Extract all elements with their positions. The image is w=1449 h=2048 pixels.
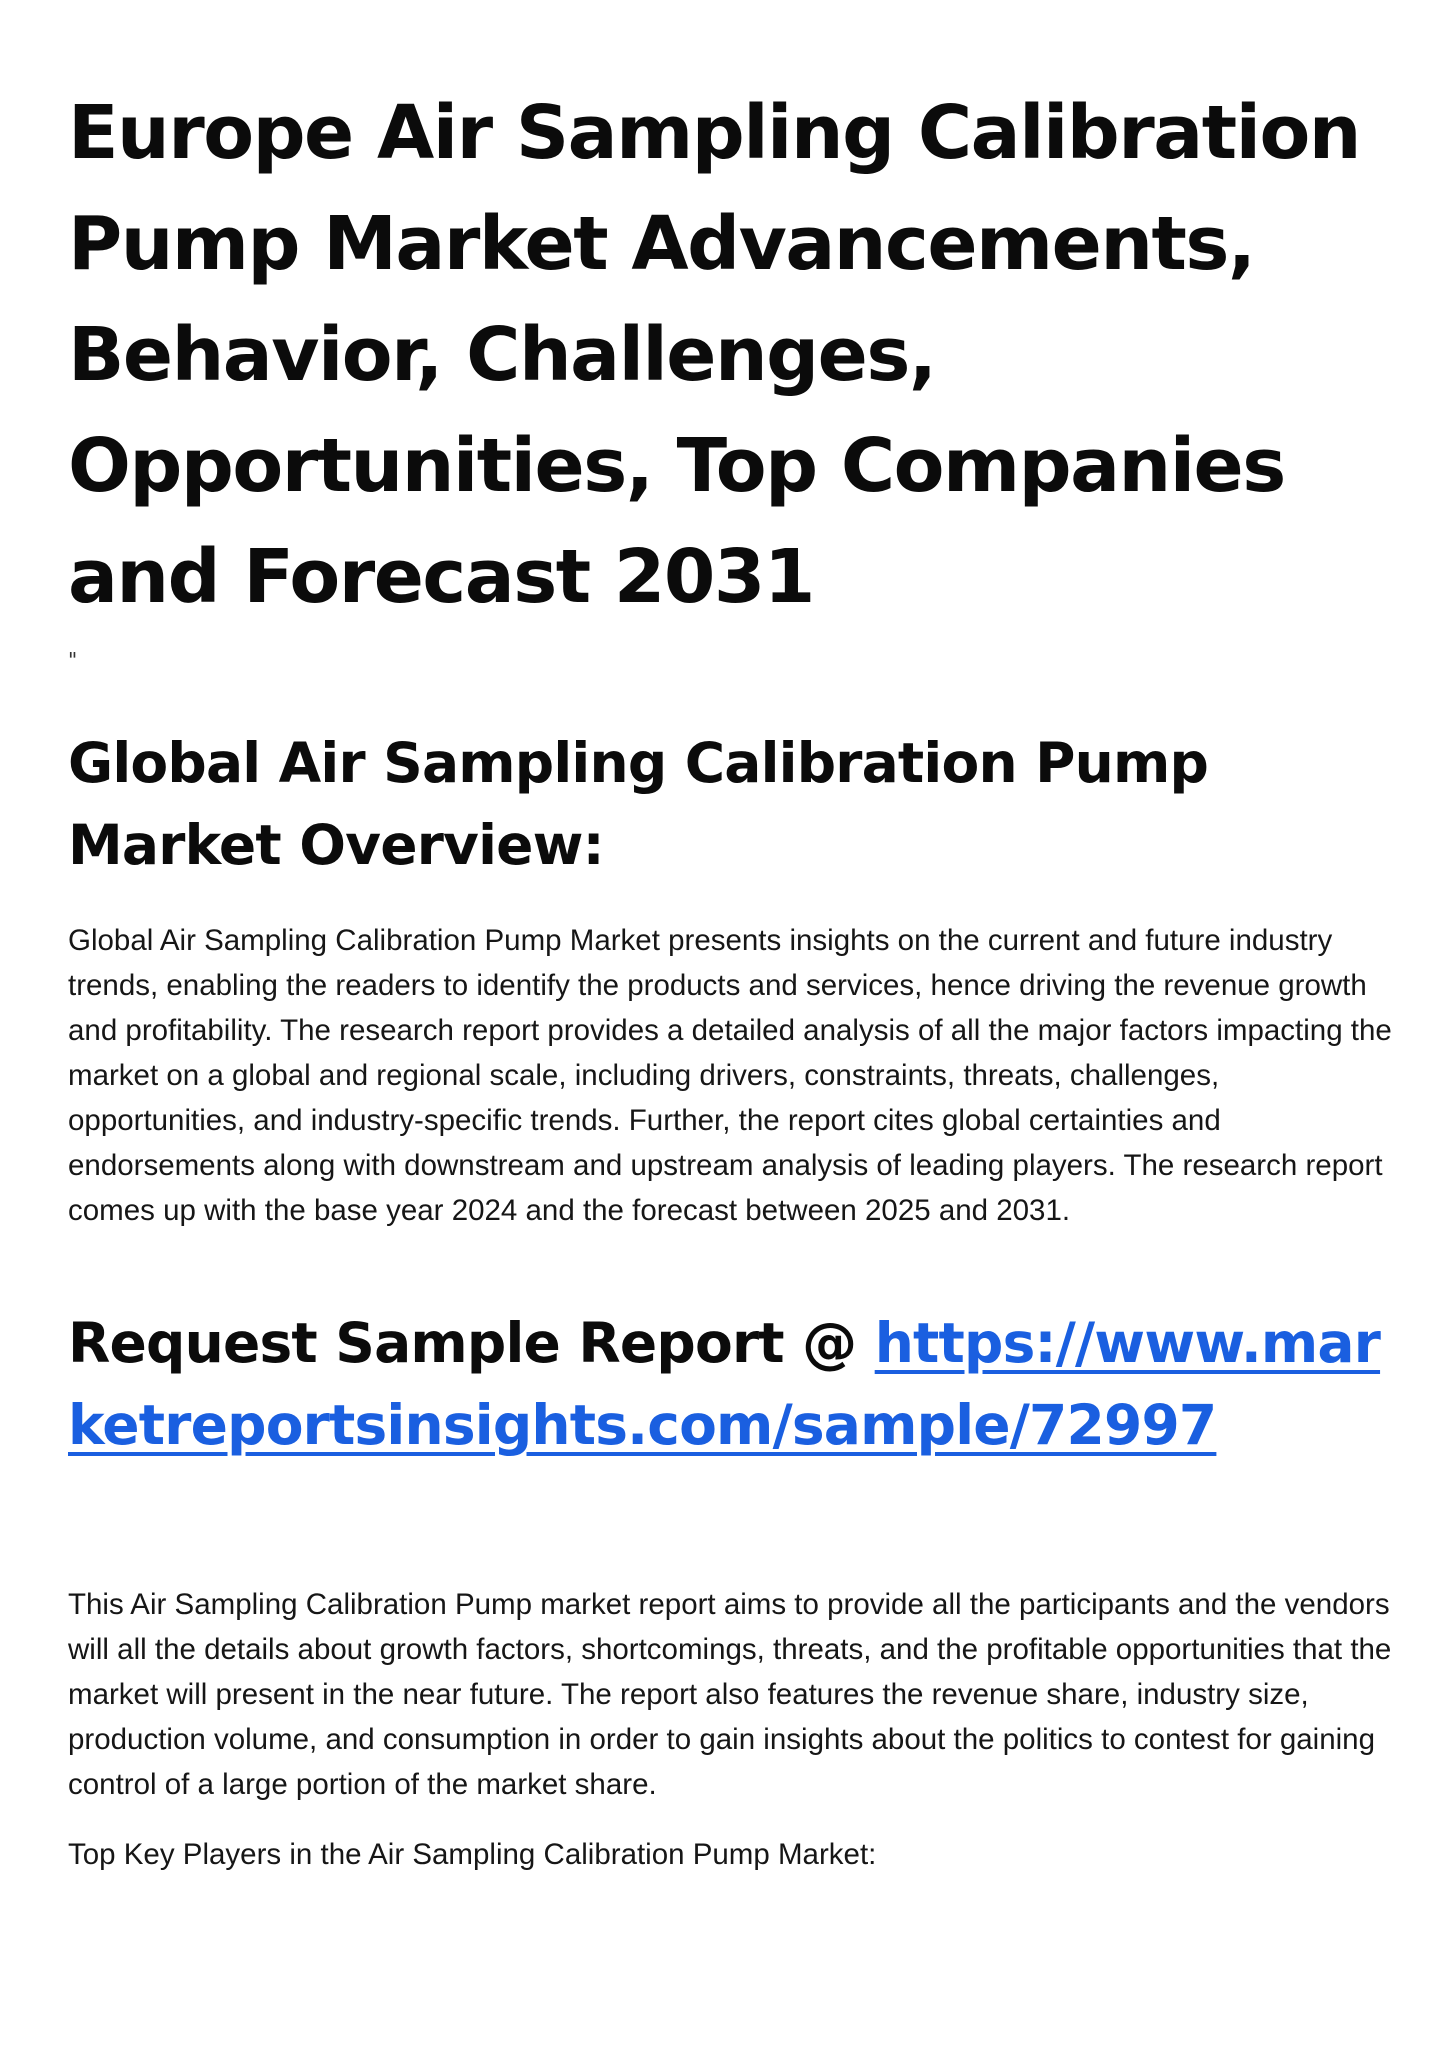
overview-heading: Global Air Sampling Calibration Pump Market Overview: <box>68 731 1209 877</box>
stray-quote-mark: " <box>68 648 78 672</box>
key-players-heading: Top Key Players in the Air Sampling Calibration Pump Market: <box>68 1838 877 1871</box>
request-sample-heading <box>68 1302 1408 1466</box>
sample-report-link[interactable]: https://www.marketreportsinsights.com/sample/72997 <box>68 1311 1381 1457</box>
request-sample-label: Request Sample Report @ <box>68 1311 875 1375</box>
report-paragraph: This Air Sampling Calibration Pump market report aims to provide all the participants and the vendors will all the details about growth factors, shortcomings, threats, and the profitable opportunities that the market will present in the near future. The report also features the revenue share, industry size, production volume, and consumption in order to gain insights about the politics to contest for gaining control of a large portion of the market share. <box>68 1588 1392 1801</box>
document-title: Europe Air Sampling Calibration Pump Market Advancements, Behavior, Challenges, Opportunities, Top Companies and Forecast 2031 <box>68 90 1360 620</box>
overview-paragraph: Global Air Sampling Calibration Pump Market presents insights on the current and future industry trends, enabling the readers to identify the products and services, hence driving the revenue growth and profitability. The research report provides a detailed analysis of all the major factors impacting the market on a global and regional scale, including drivers, constraints, threats, challenges, opportunities, and industry-specific trends. Further, the report cites global certainties and endorsements along with downstream and upstream analysis of leading players. The research report comes up with the base year 2024 and the forecast between 2025 and 2031. <box>68 924 1392 1227</box>
